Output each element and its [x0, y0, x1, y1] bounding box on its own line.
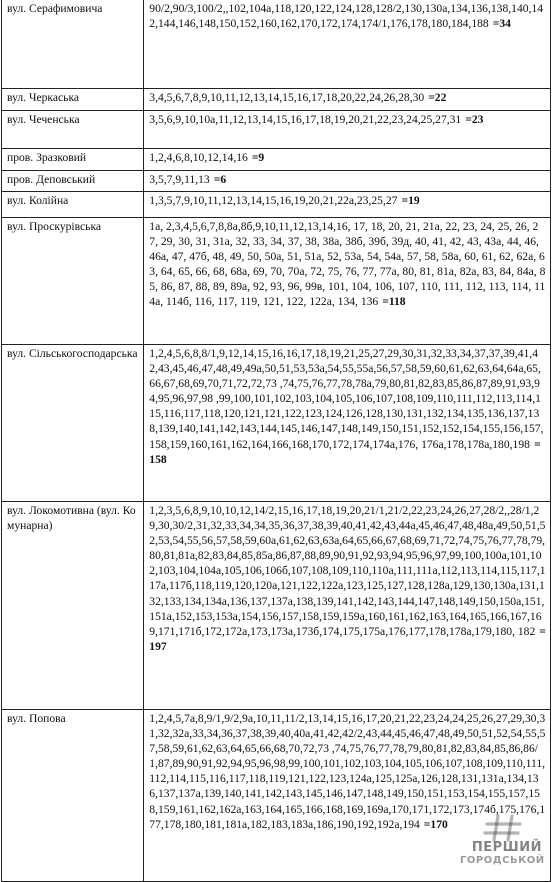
house-numbers: 1,2,4,5,6,8,8/1,9,12,14,15,16,16,17,18,19,21,25,27,29,30,31,32,33,34,37,37,39,41,42,43,45,46,47,48,49,49а,50,51,53,53а,54,55,55а,56,57,58,59,60,61,62,63,64,64а,65,66,67,68,69,70,71,72,72,73 ,74,75,76,77,78,78а,79,80,81,82,83,85,86,87,89,91,93,94,95,96,97,98 ,99,100,101,102,103,104,105,106,107,108,109,110,111,112,113,114,115,116,117,118,120,121,121,122,123,124,126,128,130,131,132,134,135,136,137,138,139,140,141,142,143,144,145,146,147,148,149,150,151,152,152,154,155,156,157,158,159,160,161,162,164,166,168,170,172,174,174а,176, 176а,178,178а,180,198	[149, 347, 544, 451]
house-numbers: 1,2,3,5,6,8,9,10,10,12,14/2,15,16,17,18,19,20,21/1,21/2,22,23,24,26,27,28/2,,28/1,29,30,30/2,31,32,33,34,34,35,36,37,38,39,40,41,42,43,44а,45,46,47,48,48а,49,50,51,52,53,54,55,56,57,58,59,60а,61,62,63,63а,64,65,66,67,68,69,71,72,74,75,76,77,78,79,80,81,81а,82,83,84,85,85а,86,87,88,89,90,91,92,93,94,95,96,97,99,100,100а,101,102,103,104,104а,105,106,106б,107,108,109,110,110а,111,111а,112,113,114,115,117,117а,117б,118,119,120,120а,121,122,122а,123,125,127,128,128а,129,130,130а,131,132,133,134,134а,136,137,137а,138,139,141,142,143,144,147,148,149,150,150а,151,151а,152,153,153а,154,156,157,158,159,159а,160,161,162,163,164,165,166,167,169,171,171б,172,172а,173,173а,173б,174,175,175а,176,177,178,178а,179,180, 182	[149, 504, 546, 638]
house-count: =9	[251, 151, 265, 164]
house-numbers: 1,3,5,7,9,10,11,12,13,14,15,16,19,20,21,22а,23,25,27	[149, 194, 398, 207]
house-numbers-cell	[144, 345, 551, 502]
table-row	[2, 502, 551, 710]
house-numbers-cell	[144, 171, 551, 192]
house-numbers-cell	[144, 89, 551, 111]
street-name: пров. Зразковий	[2, 149, 144, 171]
street-name: вул. Чеченська	[2, 111, 144, 149]
house-numbers-cell	[144, 149, 551, 171]
table-row	[2, 111, 551, 149]
house-count: =170	[423, 817, 448, 831]
house-count: =22	[428, 91, 447, 104]
watermark-line-2: ГОРОДСЬКОЙ	[460, 855, 545, 866]
house-count: =19	[401, 194, 420, 207]
house-numbers: 1,2,4,6,8,10,12,14,16	[149, 151, 248, 164]
table-row	[2, 89, 551, 111]
watermark-line-1: ПЕРШИЙ	[471, 840, 542, 855]
house-numbers: 90/2,90/3,100/2,,102,104а,118,120,122,124,128,128/2,130,130а,134,136,138,140,142,144,146,148,150,152,160,162,170,172,174,174/1,176,178,180,184,188	[149, 2, 544, 31]
table-row	[2, 149, 551, 171]
street-name: вул. Сільськогосподарська	[2, 345, 144, 502]
street-name: вул. Проскурівська	[2, 218, 144, 345]
street-name: вул. Попова	[2, 710, 144, 882]
house-count: =6	[213, 173, 227, 186]
table-row	[2, 171, 551, 192]
house-numbers: 1,2,4,5,7а,8,9/1,9/2,9а,10,11,11/2,13,14,15,16,17,20,21,22,23,24,24,25,26,27,29,30,31,32,32а,33,34,36,37,38,39,40,40а,41,42,42/2,43,44,45,46,47,48,49,50,51,52,54,55,57,58,59,61,62,63,64,65,66,68,70,72,73 ,74,75,76,77,78,79,80,81,82,83,84,85,86,86/1,87,89,90,91,92,94,95,96,98,99,100,101,102,103,104,105,106,107,108,109,110,111,112,114,115,116,117,118,119,121,122,123,124а,125,125а,126,128,131,131а,134,136,137,137а,139,140,141,142,143,145,146,147,148,149,150,151,153,154,155,157,158,159,161,162,162а,163,164,165,166,168,169,169а,170,171,172,173,174б,175,176,177,178,180,181,181а,182,183,183а,186,190,192,192а,194	[149, 712, 546, 831]
address-rows	[2, 0, 551, 882]
house-numbers-cell	[144, 502, 551, 710]
street-name: пров. Деповський	[2, 171, 144, 192]
house-numbers-cell	[144, 218, 551, 345]
street-name: вул. Черкаська	[2, 89, 144, 111]
house-numbers: 1а, 2,3,4,5,6,7,8,8а,8б,9,10,11,12,13,14,16, 17, 18, 20, 21, 21а, 22, 23, 24, 25, 26, 27, 29, 30, 31, 31а, 32, 33, 34, 37, 38, 38а, 38б, 39б, 39д, 40, 41, 42, 43, 43а, 44, 46, 46а, 47, 47б, 48, 49, 50, 50а, 51, 51а, 52, 53а, 54, 54а, 57, 58, 58а, 60, 61, 62, 62а, 63, 64, 65, 66, 68, 68а, 69, 70, 70а, 72, 75, 76, 77, 77а, 80, 81, 81а, 82а, 83, 84, 84а, 85, 86, 87, 88, 89, 89а, 92, 93, 96, 99в, 101, 104, 106, 107, 110, 111, 112, 113, 114, 114а, 114б, 116, 117, 119, 121, 122, 122а, 134, 136	[149, 220, 546, 309]
house-numbers-cell	[144, 111, 551, 149]
house-count: =118	[382, 295, 406, 309]
street-name: вул. Локомотивна (вул. Комунарна)	[2, 502, 144, 710]
table-row	[2, 218, 551, 345]
house-numbers-cell	[144, 710, 551, 882]
street-name: вул. Серафимовича	[2, 0, 144, 89]
table-row	[2, 710, 551, 882]
table-row	[2, 0, 551, 89]
house-count: =158	[149, 437, 541, 466]
house-count: =34	[492, 17, 511, 31]
house-count: =197	[149, 624, 546, 653]
table-row	[2, 345, 551, 502]
house-count: =23	[465, 113, 484, 126]
street-name: вул. Колійна	[2, 192, 144, 218]
table-row	[2, 192, 551, 218]
house-numbers: 3,5,6,9,10,10а,11,12,13,14,15,16,17,18,19,20,21,22,23,24,25,27,31	[149, 113, 462, 126]
house-numbers-cell	[144, 192, 551, 218]
address-table	[1, 0, 551, 882]
house-numbers: 3,4,5,6,7,8,9,10,11,12,13,14,15,16,17,18,20,22,24,26,28,30	[149, 91, 425, 104]
house-numbers: 3,5,7,9,11,13	[149, 173, 210, 186]
house-numbers-cell	[144, 0, 551, 89]
